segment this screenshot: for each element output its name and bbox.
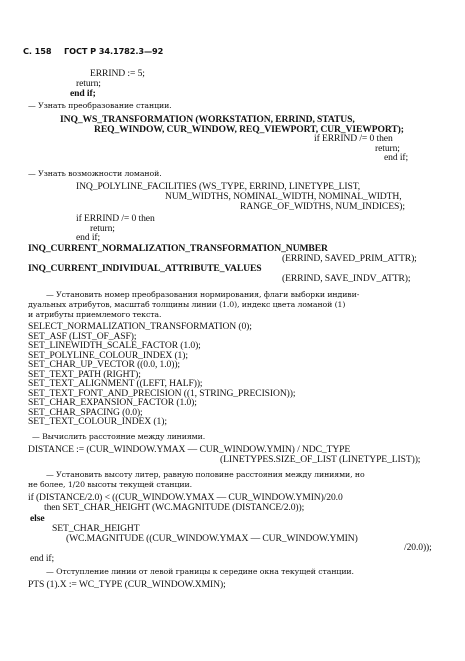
page-number: С. 158 [23,46,52,56]
code-line: PTS (1).X := WC_TYPE (CUR_WINDOW.XMIN); [28,579,226,590]
code-line: SET_TEXT_PATH (RIGHT); [28,369,141,380]
code-line: /20.0)); [404,542,432,553]
code-line: SET_CHAR_HEIGHT [52,523,140,534]
code-line: return; [76,78,101,89]
code-line: SET_CHAR_EXPANSION_FACTOR (1.0); [28,397,197,408]
code-line: end if; [70,88,96,99]
comment-line: не более, 1/20 высоты текущей станции. [28,480,192,489]
code-line: SELECT_NORMALIZATION_TRANSFORMATION (0); [28,321,252,332]
code-line: RANGE_OF_WIDTHS, NUM_INDICES); [240,201,405,212]
code-line: SET_CHAR_UP_VECTOR ((0.0, 1.0)); [28,359,180,370]
comment-line: — Вычислить расстояние между линиями. [32,432,206,441]
code-line: INQ_CURRENT_INDIVIDUAL_ATTRIBUTE_VALUES [28,263,262,274]
code-line: return; [375,143,400,154]
comment-line: — Узнать преобразование станции. [28,101,172,110]
code-line: end if; [384,152,409,163]
code-line: ERRIND := 5; [90,68,145,79]
code-line: DISTANCE := (CUR_WINDOW.YMAX — CUR_WINDOW.YMIN) / NDC_TYPE [28,444,351,455]
code-line: SET_TEXT_COLOUR_INDEX (1); [28,416,167,427]
comment-line: — Установить высоту литер, равную половине расстояния между линиями, но [46,470,365,479]
code-line: NUM_WIDTHS, NOMINAL_WIDTH, NOMINAL_WIDTH, [165,191,402,202]
comment-line: и атрибуты приемлемого текста. [28,310,162,319]
code-line: (ERRIND, SAVED_PRIM_ATTR); [282,253,417,264]
code-line: if ERRIND /= 0 then [76,213,155,224]
code-line: SET_TEXT_FONT_AND_PRECISION ((1, STRING_PRECISION)); [28,388,296,399]
code-line: else [30,513,45,524]
code-line: SET_TEXT_ALIGNMENT ((LEFT, HALF)); [28,378,203,389]
code-line: return; [90,223,115,234]
code-line: REQ_WINDOW, CUR_WINDOW, REQ_VIEWPORT, CUR_VIEWPORT); [94,124,404,135]
code-line: SET_LINEWIDTH_SCALE_FACTOR (1.0); [28,340,201,351]
code-line: (WC.MAGNITUDE ((CUR_WINDOW.YMAX — CUR_WINDOW.YMIN) [66,533,358,544]
code-line: INQ_WS_TRANSFORMATION (WORKSTATION, ERRIND, STATUS, [60,114,355,125]
code-line: SET_POLYLINE_COLOUR_INDEX (1); [28,350,188,361]
code-line: INQ_CURRENT_NORMALIZATION_TRANSFORMATION_NUMBER [28,243,328,254]
standard-designation: ГОСТ Р 34.1782.3—92 [64,46,164,56]
code-line: end if; [76,232,101,243]
comment-line: — Отступление линии от левой границы к середине окна текущей станции. [46,567,354,576]
code-line: then SET_CHAR_HEIGHT (WC.MAGNITUDE (DISTANCE/2.0)); [44,502,305,513]
code-line: SET_CHAR_SPACING (0.0); [28,407,143,418]
code-line: SET_ASF (LIST_OF_ASF); [28,331,137,342]
code-line: end if; [30,553,55,564]
code-line: (LINETYPES.SIZE_OF_LIST (LINETYPE_LIST)); [220,454,421,465]
code-line: if ERRIND /= 0 then [314,133,393,144]
code-line: if (DISTANCE/2.0) < ((CUR_WINDOW.YMAX — CUR_WINDOW.YMIN)/20.0 [28,492,343,503]
comment-line: — Узнать возможности ломаной. [28,169,162,178]
code-line: INQ_POLYLINE_FACILITIES (WS_TYPE, ERRIND, LINETYPE_LIST, [76,181,361,192]
code-line: (ERRIND, SAVE_INDV_ATTR); [282,273,411,284]
comment-line: — Установить номер преобразования нормирования, флаги выборки индиви- [46,290,360,299]
comment-line: дуальных атрибутов, масштаб толщины линии (1.0), индекс цвета ломаной (1) [28,300,346,309]
